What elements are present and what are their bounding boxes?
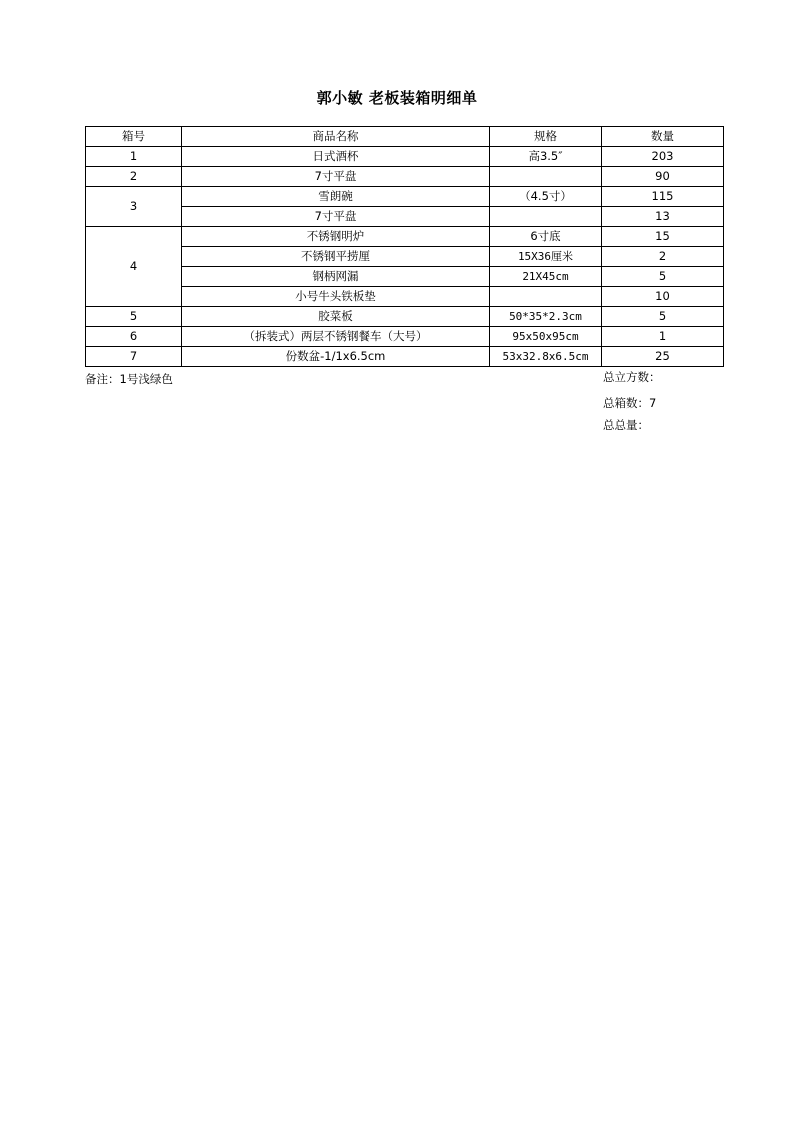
table-row <box>86 147 724 167</box>
quantity-cell: 13 <box>602 207 724 227</box>
header-product-name: 商品名称 <box>182 127 490 147</box>
spec-cell: 6寸底 <box>490 227 602 247</box>
spec-cell: 21X45cm <box>490 267 602 287</box>
box-no-cell: 3 <box>86 187 182 227</box>
quantity-cell: 203 <box>602 147 724 167</box>
document-title: 郭小敏 老板装箱明细单 <box>316 89 478 107</box>
table-row <box>86 247 724 267</box>
product-name-cell: 钢柄网漏 <box>182 267 490 287</box>
header-spec: 规格 <box>490 127 602 147</box>
total-boxes-label: 总箱数： <box>603 396 649 410</box>
quantity-cell: 115 <box>602 187 724 207</box>
total-weight <box>603 417 649 433</box>
spec-cell: 53x32.8x6.5cm <box>490 347 602 367</box>
box-no-cell: 4 <box>86 227 182 307</box>
product-name-cell: 7寸平盘 <box>182 167 490 187</box>
total-boxes-value: 7 <box>649 396 657 410</box>
total-weight-label: 总总量： <box>603 418 649 432</box>
box-no-cell: 6 <box>86 327 182 347</box>
table-row <box>86 167 724 187</box>
box-no-cell: 7 <box>86 347 182 367</box>
table-row <box>86 227 724 247</box>
product-name-cell: 小号牛头铁板垫 <box>182 287 490 307</box>
quantity-cell: 90 <box>602 167 724 187</box>
box-no-cell: 2 <box>86 167 182 187</box>
product-name-cell: 7寸平盘 <box>182 207 490 227</box>
table-header-row <box>86 127 724 147</box>
packing-list-table <box>85 126 724 367</box>
product-name-cell: （拆装式）两层不锈钢餐车（大号） <box>182 327 490 347</box>
total-boxes <box>603 395 656 411</box>
total-volume-label: 总立方数： <box>603 370 661 384</box>
remark-note: 备注：1号浅绿色 <box>85 372 173 386</box>
quantity-cell: 5 <box>602 267 724 287</box>
table-row <box>86 307 724 327</box>
header-quantity: 数量 <box>602 127 724 147</box>
table-row <box>86 347 724 367</box>
spec-cell: 高3.5″ <box>490 147 602 167</box>
table-row <box>86 267 724 287</box>
quantity-cell: 10 <box>602 287 724 307</box>
table-row <box>86 287 724 307</box>
box-no-cell: 1 <box>86 147 182 167</box>
spec-cell <box>490 207 602 227</box>
product-name-cell: 不锈钢平捞厘 <box>182 247 490 267</box>
quantity-cell: 15 <box>602 227 724 247</box>
table-row <box>86 327 724 347</box>
product-name-cell: 日式酒杯 <box>182 147 490 167</box>
spec-cell: 50*35*2.3cm <box>490 307 602 327</box>
product-name-cell: 雪朗碗 <box>182 187 490 207</box>
product-name-cell: 胶菜板 <box>182 307 490 327</box>
quantity-cell: 5 <box>602 307 724 327</box>
spec-cell: 15X36厘米 <box>490 247 602 267</box>
product-name-cell: 不锈钢明炉 <box>182 227 490 247</box>
quantity-cell: 2 <box>602 247 724 267</box>
spec-cell <box>490 287 602 307</box>
header-box-no: 箱号 <box>86 127 182 147</box>
quantity-cell: 25 <box>602 347 724 367</box>
box-no-cell: 5 <box>86 307 182 327</box>
table-row <box>86 207 724 227</box>
product-name-cell: 份数盆-1/1x6.5cm <box>182 347 490 367</box>
table-row <box>86 187 724 207</box>
spec-cell <box>490 167 602 187</box>
spec-cell: （4.5寸） <box>490 187 602 207</box>
quantity-cell: 1 <box>602 327 724 347</box>
spec-cell: 95x50x95cm <box>490 327 602 347</box>
total-volume <box>603 369 661 385</box>
